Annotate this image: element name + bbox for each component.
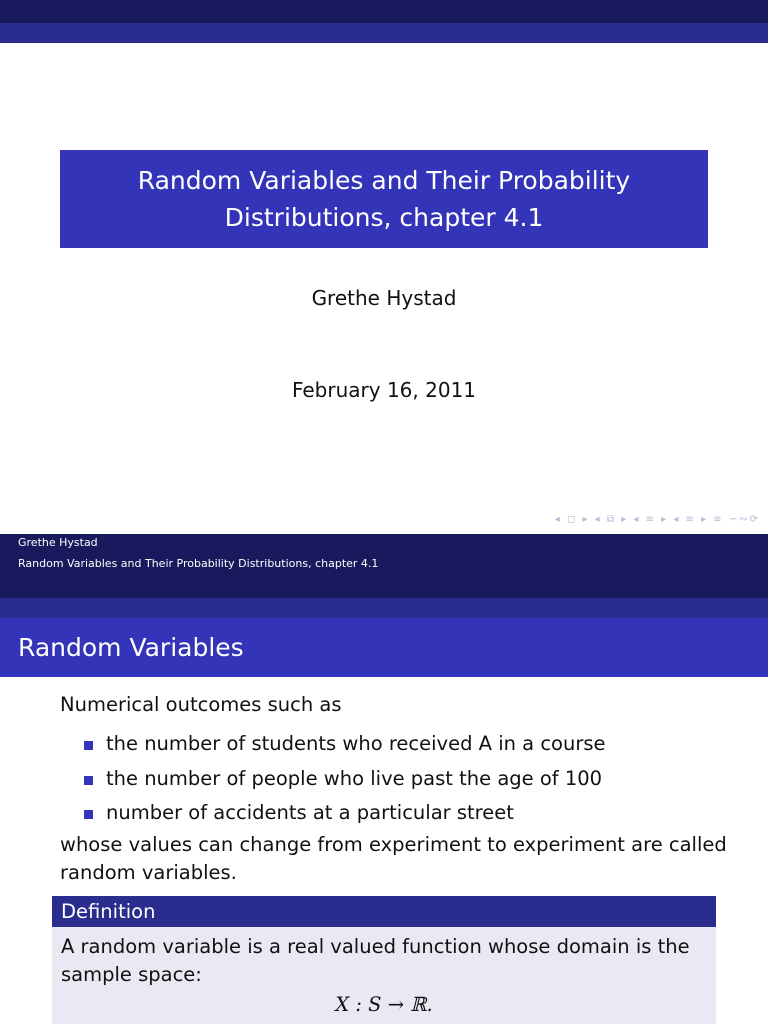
intro-text: Numerical outcomes such as bbox=[60, 693, 342, 716]
bullet-square-icon bbox=[84, 776, 93, 785]
header-band-mid bbox=[0, 23, 768, 43]
title-box bbox=[60, 150, 708, 248]
title-line-1: Random Variables and Their Probability bbox=[137, 166, 631, 195]
bullet-text: the number of students who received A in a course bbox=[106, 732, 606, 755]
definition-formula: X : S → ℝ. bbox=[335, 993, 433, 1016]
list-item bbox=[84, 762, 606, 797]
footer-author: Grethe Hystad bbox=[18, 536, 98, 549]
bullet-text: number of accidents at a particular street bbox=[106, 801, 514, 824]
presentation-date: February 16, 2011 bbox=[291, 378, 477, 402]
bullet-list bbox=[84, 727, 606, 831]
footer-title: Random Variables and Their Probability Distributions, chapter 4.1 bbox=[18, 557, 379, 570]
author-name: Grethe Hystad bbox=[311, 286, 457, 310]
header-band-dark bbox=[0, 0, 768, 23]
definition-line-1: A random variable is a real valued function whose domain is the bbox=[61, 935, 690, 958]
bullet-text: the number of people who live past the age of 100 bbox=[106, 766, 603, 790]
after-text-line-2: random variables. bbox=[60, 861, 237, 884]
list-item bbox=[84, 727, 606, 762]
definition-line-2: sample space: bbox=[61, 963, 202, 986]
bullet-square-icon bbox=[84, 810, 93, 819]
navigation-symbols[interactable]: ◂ ◻ ▸ ◂ ⧉ ▸ ◂ ≡ ▸ ◂ ≡ ▸ ≡ ∽∾⟳ bbox=[554, 514, 760, 525]
title-line-2: Distributions, chapter 4.1 bbox=[224, 203, 544, 232]
frame-title: Random Variables bbox=[0, 618, 768, 677]
list-item bbox=[84, 796, 606, 831]
slide2-header-band bbox=[0, 598, 768, 618]
bullet-square-icon bbox=[84, 741, 93, 750]
definition-body bbox=[52, 927, 716, 1024]
after-text-line-1: whose values can change from experiment to experiment are called bbox=[60, 833, 727, 856]
definition-heading: Definition bbox=[52, 896, 716, 927]
